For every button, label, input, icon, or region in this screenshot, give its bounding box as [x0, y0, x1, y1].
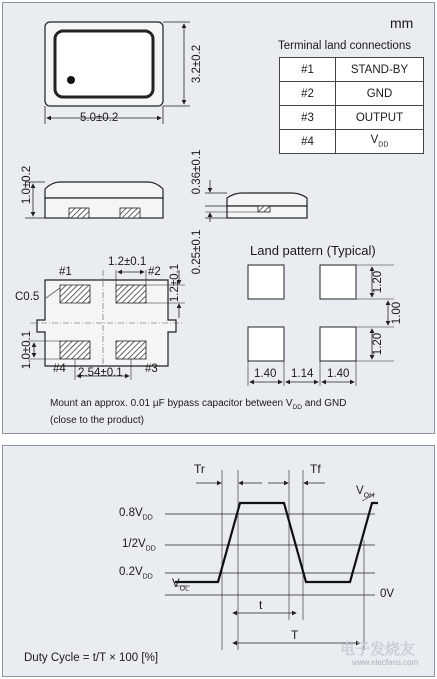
- pin-cell: #2: [280, 82, 336, 106]
- land-h-mid-label: 1.00: [391, 301, 403, 325]
- pin2-label: #2: [148, 266, 161, 278]
- pad-height-label: 1.0±0.1: [21, 330, 33, 370]
- pin3-label: #3: [145, 363, 158, 375]
- timing-guides: [165, 470, 375, 650]
- pin1-label: #1: [59, 266, 72, 278]
- pin1-marker-dot: [67, 76, 75, 84]
- period-label: T: [291, 628, 299, 642]
- land-w-left-label: 1.40: [254, 368, 277, 380]
- chamfer-label: C0.5: [15, 291, 40, 303]
- package-end-view: [227, 193, 307, 218]
- table-row: [280, 106, 424, 130]
- level-mid-label: $1/2V_{DD}$: [122, 538, 156, 553]
- fall-time-label: Tf: [310, 462, 321, 476]
- width-dim-label: 5.0±0.2: [80, 112, 119, 124]
- table-row: [280, 82, 424, 106]
- function-cell: STAND-BY: [336, 58, 424, 82]
- table-row: [280, 130, 424, 154]
- rise-time-label: Tr: [194, 462, 205, 476]
- watermark-logo: 电子发烧友: [340, 641, 416, 658]
- pad-width-label: 1.2±0.1: [169, 263, 181, 303]
- land-w-right-label: 1.40: [327, 368, 350, 380]
- package-side-view: [45, 182, 163, 218]
- pin-cell: #3: [280, 106, 336, 130]
- height-dim-label: 3.2±0.2: [191, 44, 203, 84]
- function-cell: OUTPUT: [336, 106, 424, 130]
- terminal-table-title: Terminal land connections: [278, 40, 411, 52]
- table-row: [280, 58, 424, 82]
- pad-pitch-small-label: 1.2±0.1: [108, 256, 147, 268]
- land-pattern-title: Land pattern (Typical): [250, 243, 376, 258]
- pad-pitch-label: 2.54±0.1: [78, 367, 123, 379]
- voh-label: $V_{OH}$: [356, 485, 375, 500]
- function-cell: $V_{DD}$: [336, 130, 424, 154]
- unit-label: mm: [390, 15, 414, 31]
- side-thickness-label: 1.0±0.2: [21, 165, 33, 205]
- watermark-url: www.elecfans.com: [352, 658, 419, 667]
- land-h-top-label: 1.20: [372, 270, 384, 294]
- land-pattern: [248, 265, 356, 361]
- level-high-label: $0.8V_{DD}$: [119, 507, 153, 522]
- terminal-table: [279, 57, 424, 154]
- pin4-label: #4: [53, 363, 66, 375]
- package-top-view: [45, 22, 163, 106]
- land-w-mid-label: 1.14: [291, 368, 314, 380]
- land-h-bot-label: 1.20: [372, 332, 384, 356]
- zero-volt-label: 0V: [380, 588, 395, 600]
- end-thickness-label: 0.36±0.1: [191, 149, 203, 195]
- function-cell: GND: [336, 82, 424, 106]
- level-low-label: $0.2V_{DD}$: [119, 566, 153, 581]
- pin-cell: #1: [280, 58, 336, 82]
- mounting-note: Mount an approx. 0.01 µF bypass capacitor between $V_{DD}$ and GND (close to the product): [50, 398, 347, 426]
- duty-cycle-formula: Duty Cycle = t/T × 100 [%]: [24, 652, 159, 664]
- end-height-label: 0.25±0.1: [191, 229, 203, 275]
- pin-cell: #4: [280, 130, 336, 154]
- output-waveform: [175, 503, 378, 582]
- pulse-width-label: t: [259, 598, 263, 612]
- vol-label: $V_{OL}$: [172, 578, 190, 593]
